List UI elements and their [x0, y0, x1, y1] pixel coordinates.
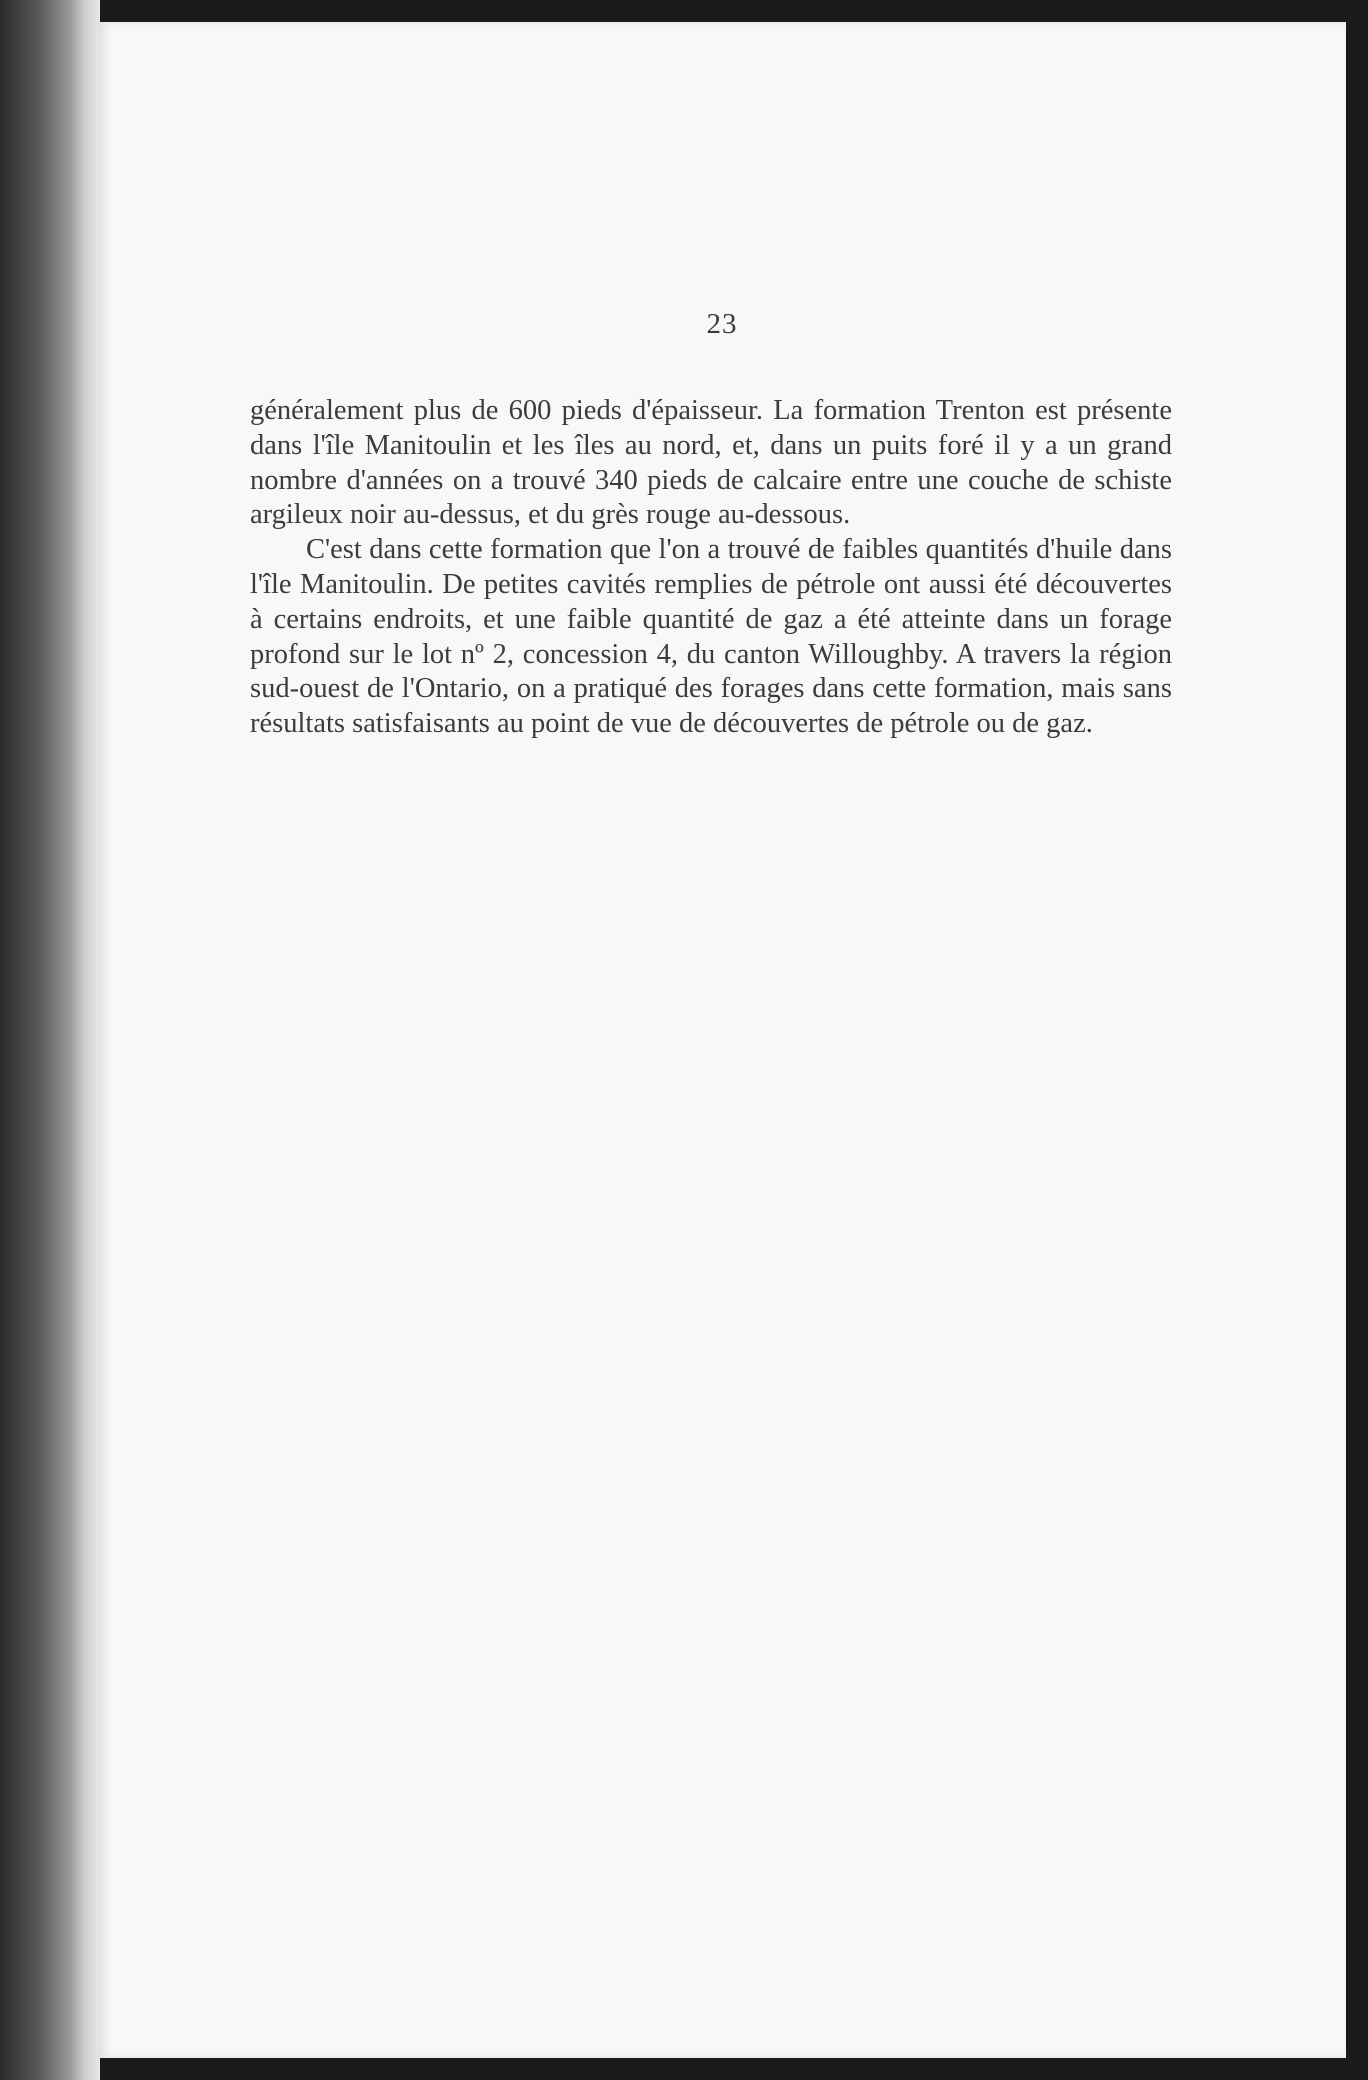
page-number: 23 [706, 308, 738, 340]
paragraph: généralement plus de 600 pieds d'épaisseur. La formation Trenton est présente dans l'île Manitoulin et les îles au nord, et, dans un puits foré il y a un grand nombre d'années on a trouvé 340 pieds de calcaire entre une couche de schiste argileux noir au-dessus, et du grès rouge au-dessous. [250, 395, 1172, 531]
body-text [250, 394, 1172, 742]
page-binding [0, 0, 100, 2080]
paragraph: C'est dans cette formation que l'on a trouvé de faibles quantités d'huile dans l'île Manitoulin. De petites cavités remplies de pétrole ont aussi été découvertes à certains endroits, et une faible quantité de gaz a été atteinte dans un forage profond sur le lot nº 2, concession 4, du canton Willoughby. A travers la région sud-ouest de l'Ontario, on a pratiqué des forages dans cette formation, mais sans résultats satisfaisants au point de vue de découvertes de pétrole ou de gaz. [250, 534, 1172, 740]
document-page [98, 22, 1346, 2058]
page-edge [1346, 0, 1368, 2080]
